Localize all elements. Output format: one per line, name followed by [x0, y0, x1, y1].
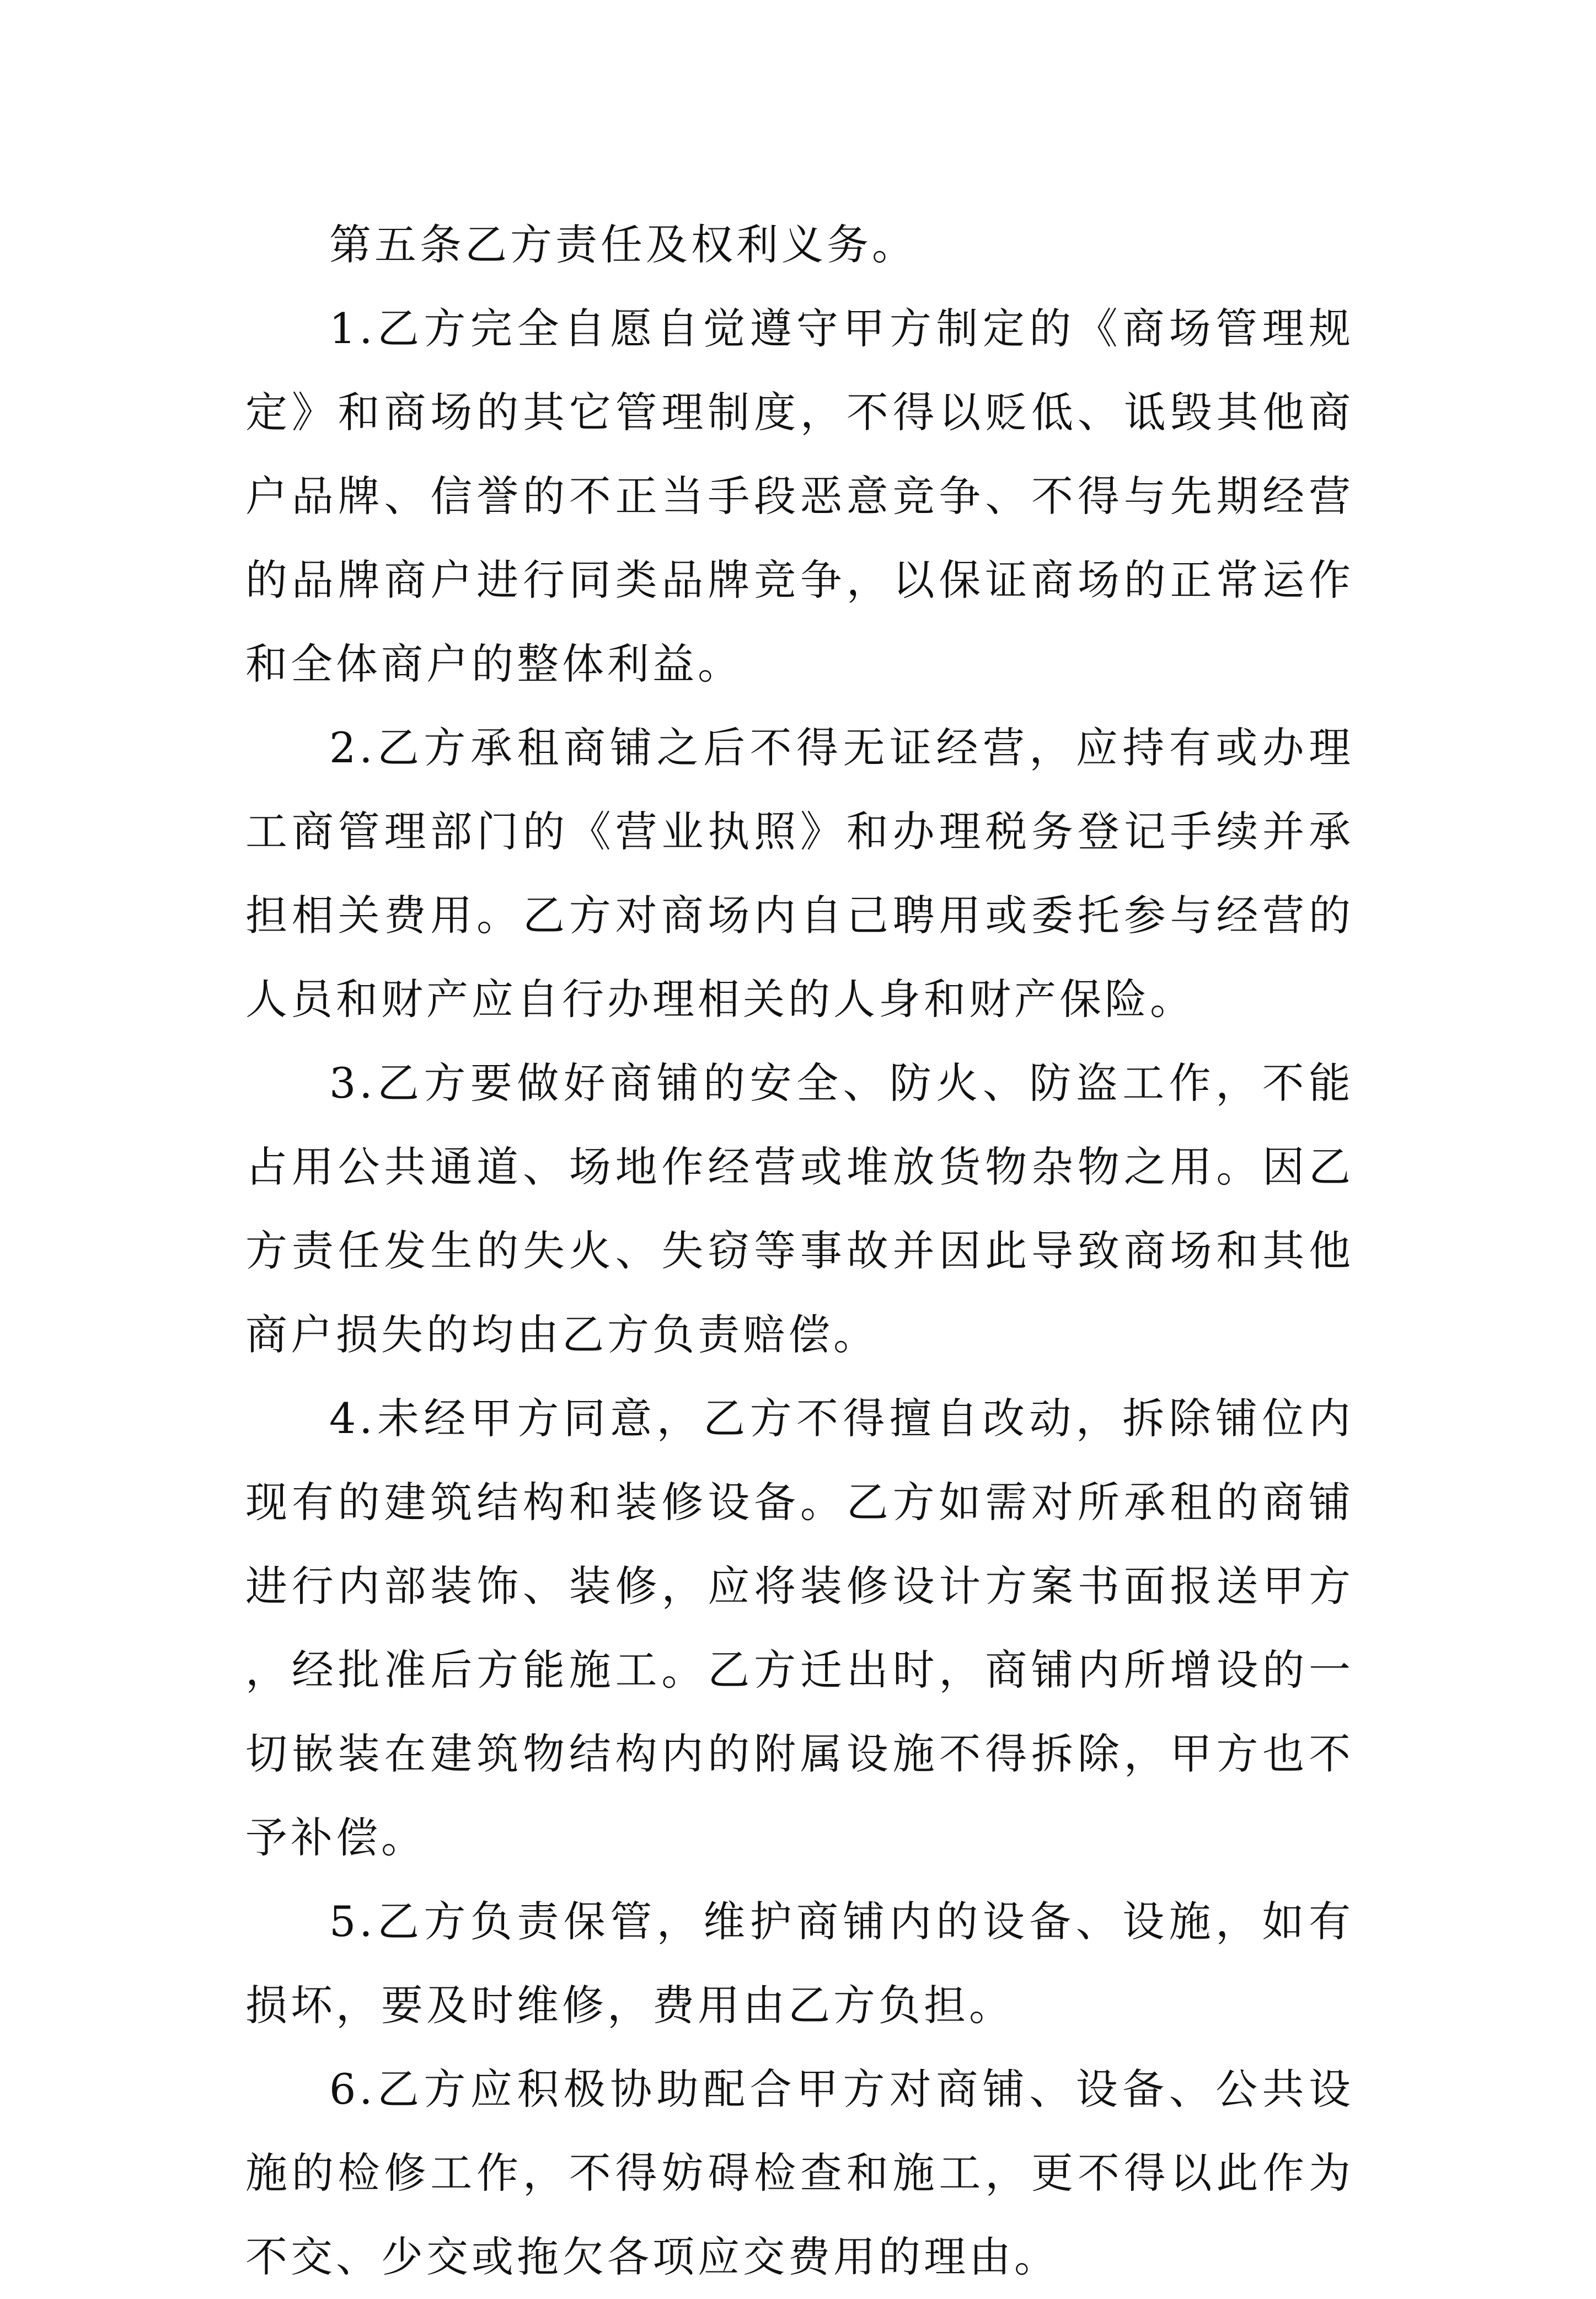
clause-3: 3.乙方要做好商铺的安全、防火、防盗工作，不能占用公共通道、场地作经营或堆放货物杂物之用。因乙方责任发生的失火、失窃等事故并因此导致商场和其他商户损失的均由乙方负责赔偿。: [245, 1058, 1354, 1359]
clause-4: 4.未经甲方同意，乙方不得擅自改动，拆除铺位内现有的建筑结构和装修设备。乙方如需对所承租的商铺进行内部装饰、装修，应将装修设计方案书面报送甲方，经批准后方能施工。乙方迁出时，商铺内所增设的一切嵌装在建筑物结构内的附属设施不得拆除，甲方也不予补偿。: [245, 1394, 1354, 1862]
clause-6: 6.乙方应积极协助配合甲方对商铺、设备、公共设施的检修工作，不得妨碍检查和施工，更不得以此作为不交、少交或拖欠各项应交费用的理由。: [245, 2065, 1354, 2281]
clause-5: 5.乙方负责保管，维护商铺内的设备、设施，如有损坏，要及时维修，费用由乙方负担。: [245, 1897, 1354, 2030]
clause-1: 1.乙方完全自愿自觉遵守甲方制定的《商场管理规定》和商场的其它管理制度，不得以贬低、诋毁其他商户品牌、信誉的不正当手段恶意竞争、不得与先期经营的品牌商户进行同类品牌竞争，以保证商场的正常运作和全体商户的整体利益。: [245, 304, 1354, 688]
clause-2: 2.乙方承租商铺之后不得无证经营，应持有或办理工商管理部门的《营业执照》和办理税务登记手续并承担相关费用。乙方对商场内自己聘用或委托参与经营的人员和财产应自行办理相关的人身和财产保险。: [245, 723, 1354, 1024]
document-body: [245, 203, 1354, 2299]
article-heading: 第五条乙方责任及权利义务。: [329, 220, 917, 269]
